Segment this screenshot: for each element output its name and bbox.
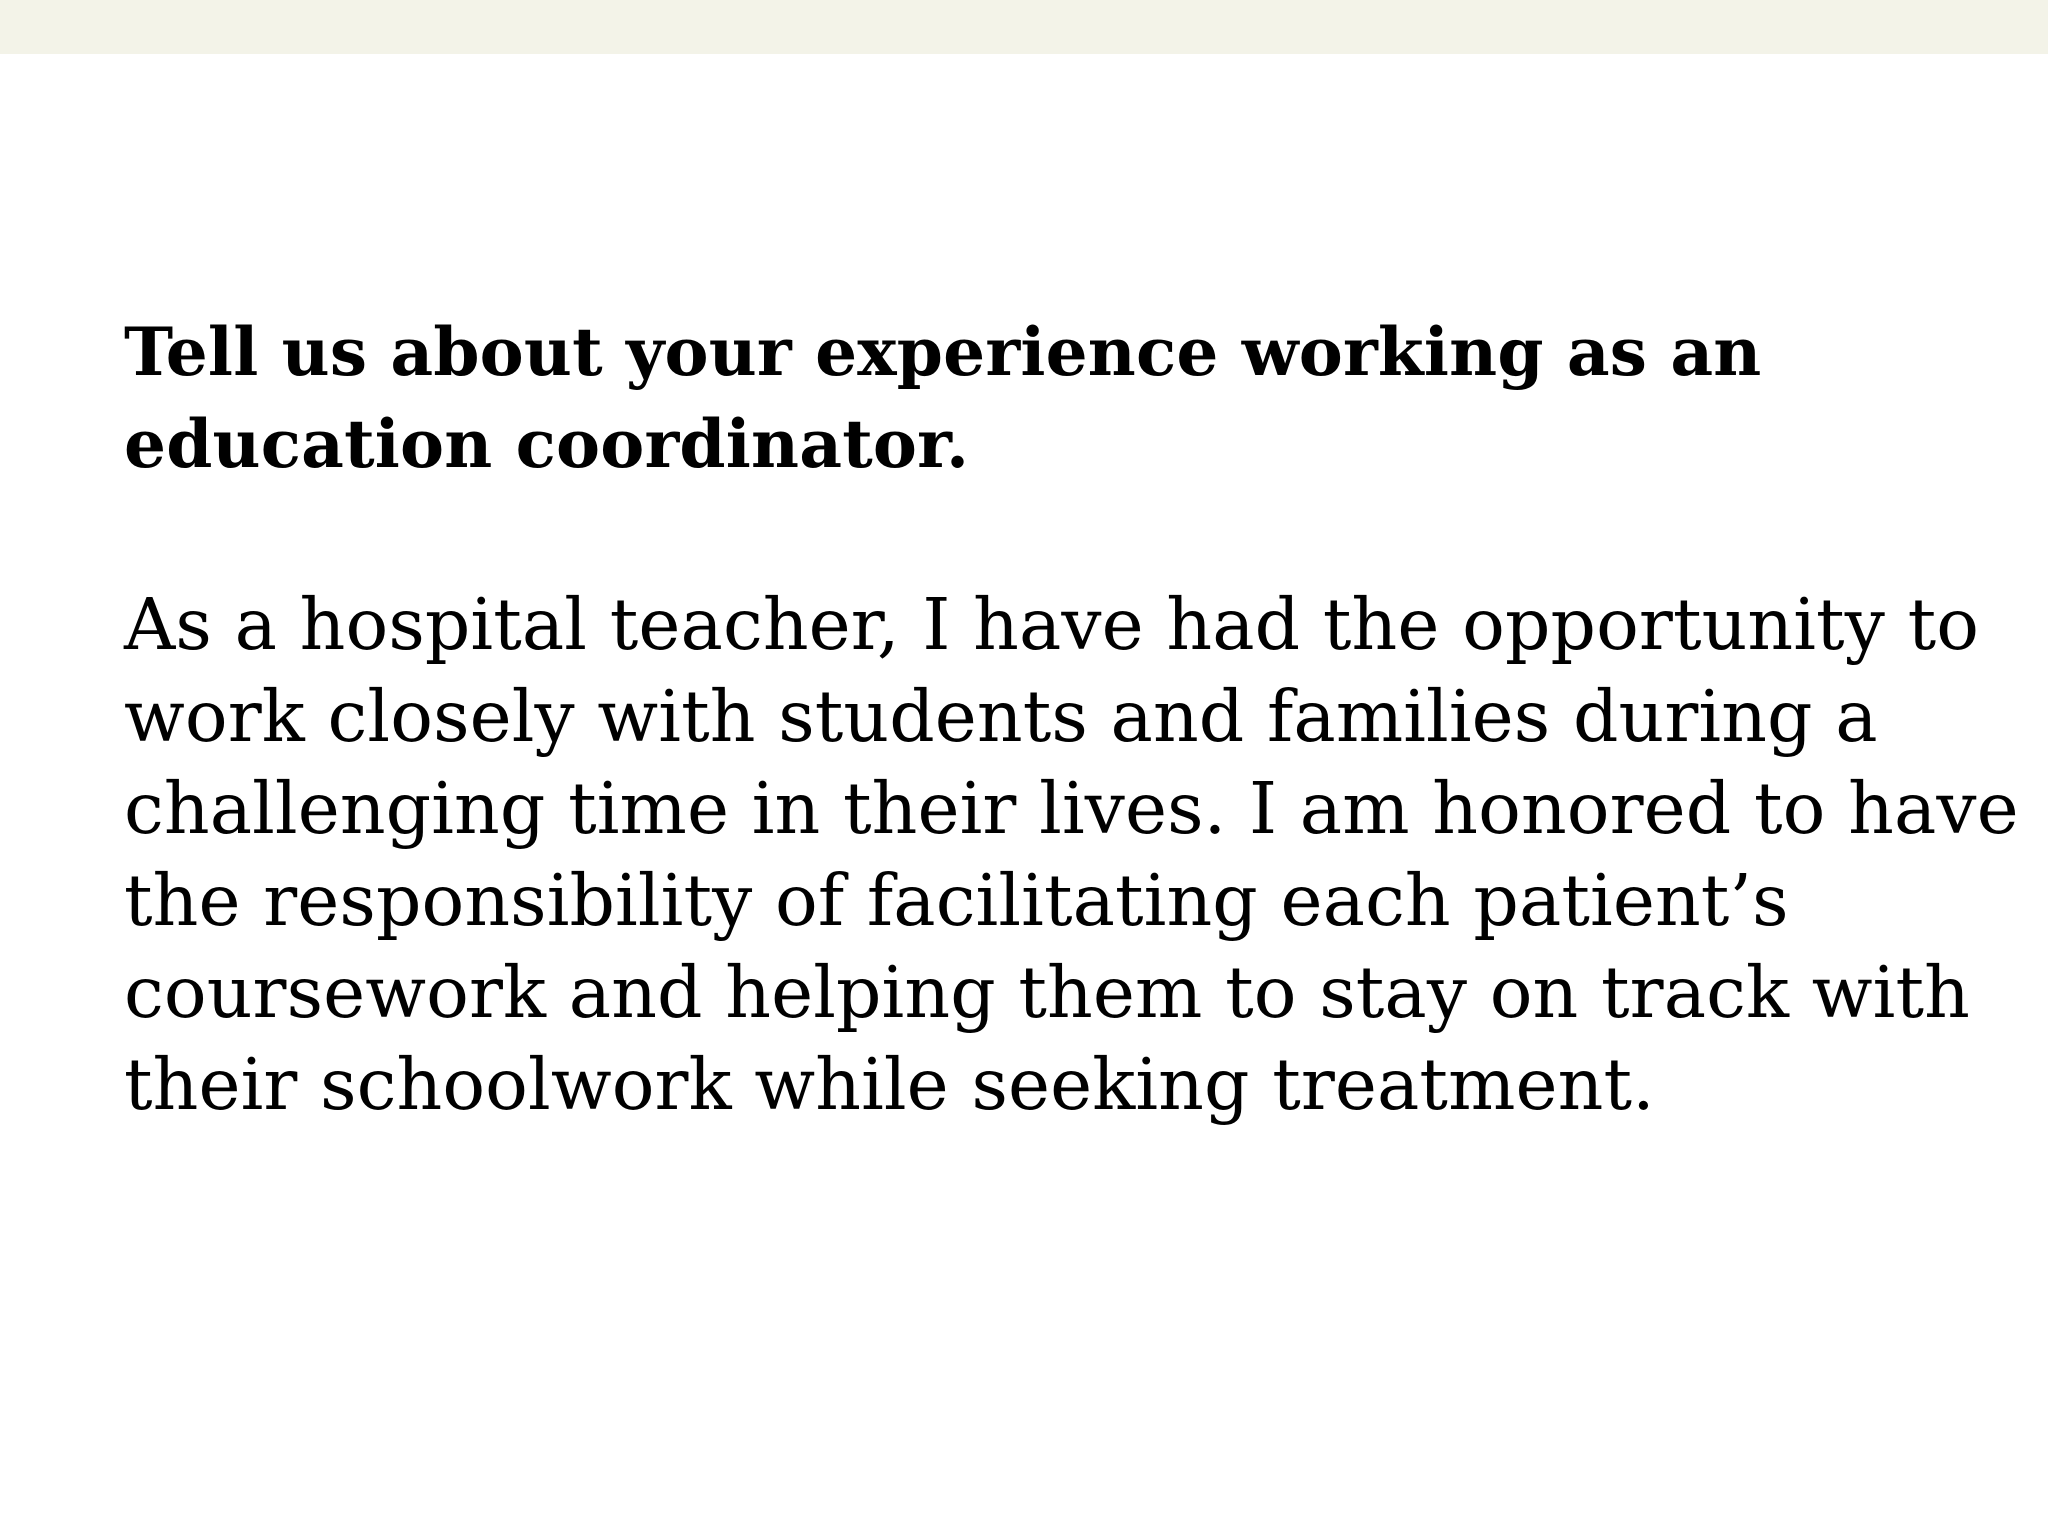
question-heading bbox=[124, 306, 1964, 490]
answer-line: work closely with students and families during a bbox=[124, 675, 1878, 758]
answer-line: their schoolwork while seeking treatment. bbox=[124, 1043, 1655, 1126]
answer-line: the responsibility of facilitating each patient’s bbox=[124, 859, 1789, 942]
question-line: Tell us about your experience working as an bbox=[124, 313, 1762, 391]
answer-line: As a hospital teacher, I have had the opportunity to bbox=[124, 583, 1980, 666]
answer-paragraph bbox=[124, 579, 2019, 1131]
answer-line: coursework and helping them to stay on track with bbox=[124, 951, 1970, 1034]
question-line: education coordinator. bbox=[124, 405, 970, 483]
top-band bbox=[0, 0, 2048, 54]
answer-line: challenging time in their lives. I am honored to have bbox=[124, 767, 2019, 850]
content bbox=[124, 306, 2019, 1131]
